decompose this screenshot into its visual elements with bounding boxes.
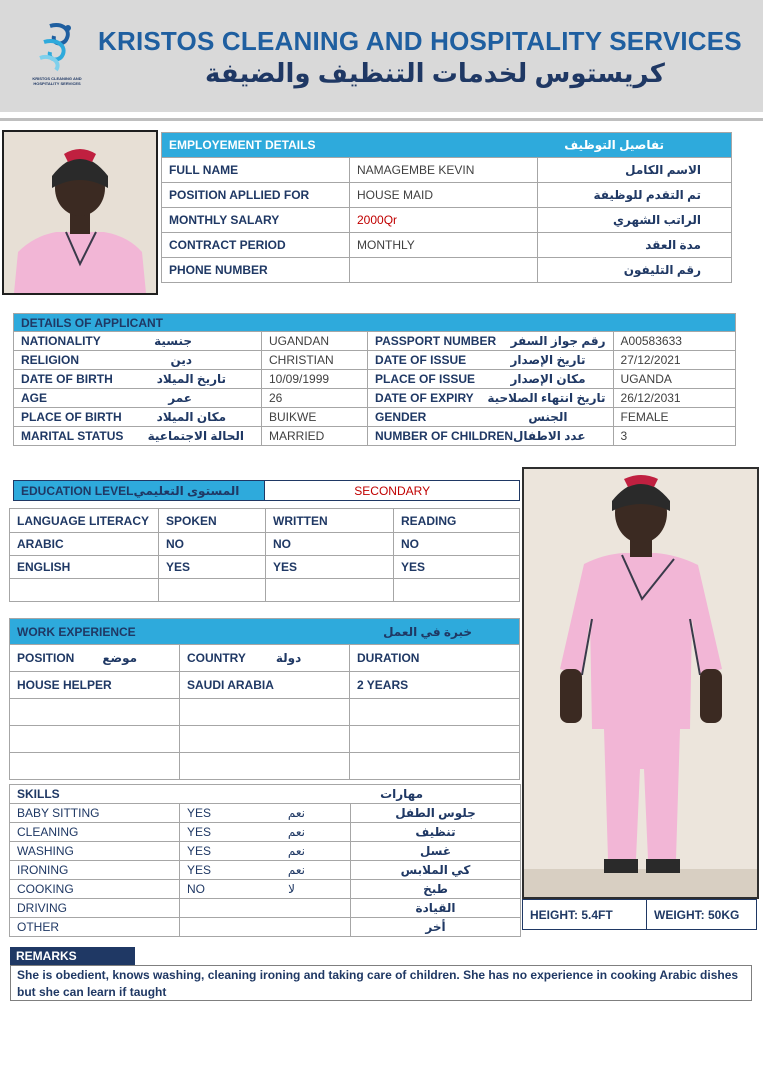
full-name-value: NAMAGEMBE KEVIN [350, 158, 538, 183]
language-cell [266, 579, 394, 602]
work-cell [10, 726, 180, 753]
work-header-cell-ar: موضع [102, 651, 138, 665]
employment-row [162, 258, 732, 283]
applicant-label-ar: الجنس [528, 410, 568, 424]
marital-status-value: MARRIED [262, 427, 368, 446]
skill-name: IRONING [10, 861, 180, 880]
work-experience-table [9, 618, 520, 780]
language-cell: NO [266, 533, 394, 556]
applicant-row [14, 427, 736, 446]
work-cell [180, 726, 350, 753]
place-of-issue-value: UGANDA [613, 370, 735, 389]
language-table [9, 508, 520, 602]
language-header: SPOKEN [159, 509, 266, 533]
language-cell [10, 579, 159, 602]
work-title-ar: خبرة في العمل [383, 624, 472, 639]
employment-label: MONTHLY SALARY [162, 208, 350, 233]
applicant-header: DETAILS OF APPLICANT [14, 314, 736, 332]
skill-row [10, 823, 521, 842]
skill-value-ar: نعم [287, 806, 305, 820]
employment-row [162, 233, 732, 258]
work-header-cell-ar: دولة [275, 651, 302, 665]
language-cell: ENGLISH [10, 556, 159, 579]
skill-value: YES [187, 844, 212, 858]
applicant-label-ar: مكان الميلاد [156, 410, 226, 424]
employment-label-ar: رقم التليفون [538, 258, 732, 283]
applicant-label: PLACE OF ISSUE [375, 372, 476, 386]
skill-row [10, 804, 521, 823]
applicant-details-table [13, 313, 736, 446]
company-name-ar: كريستوس لخدمات التنظيف والضيفة [205, 58, 665, 88]
language-cell: YES [394, 556, 520, 579]
height-value: HEIGHT: 5.4FT [523, 900, 647, 930]
skill-name-ar: أخر [351, 918, 521, 937]
position-value: HOUSE MAID [350, 183, 538, 208]
language-header: LANGUAGE LITERACY [10, 509, 159, 533]
applicant-label: PLACE OF BIRTH [21, 410, 122, 424]
employment-label-ar: الاسم الكامل [538, 158, 732, 183]
work-header-cell: POSITION [17, 651, 75, 665]
applicant-label-ar: جنسية [154, 334, 192, 348]
work-row [10, 753, 520, 780]
applicant-label: AGE [21, 391, 48, 405]
work-cell: 2 YEARS [350, 672, 520, 699]
employment-label: POSITION APLLIED FOR [162, 183, 350, 208]
employment-label: CONTRACT PERIOD [162, 233, 350, 258]
employment-details-table [161, 132, 732, 283]
employment-label: FULL NAME [162, 158, 350, 183]
skill-row [10, 842, 521, 861]
applicant-label: PASSPORT NUMBER [375, 334, 497, 348]
skill-name-ar: كي الملابس [351, 861, 521, 880]
applicant-label: NATIONALITY [21, 334, 101, 348]
work-cell [350, 753, 520, 780]
measurements-table [522, 899, 757, 930]
applicant-label: MARITAL STATUS [21, 429, 124, 443]
employment-header [162, 133, 732, 158]
education-value: SECONDARY [265, 481, 520, 501]
skills-header [10, 785, 521, 804]
applicant-label-ar: دين [170, 353, 192, 367]
skill-name-ar: غسل [351, 842, 521, 861]
remarks-text: She is obedient, knows washing, cleaning ironing and taking care of children. She has no experience in cooking Arabic dishes but she can learn if taught [10, 965, 752, 1001]
language-cell: ARABIC [10, 533, 159, 556]
work-header-cell: DURATION [357, 651, 420, 665]
work-header-row [10, 645, 520, 672]
skill-value-ar: لا [288, 882, 295, 896]
applicant-row [14, 332, 736, 351]
skill-value-ar: نعم [287, 863, 305, 877]
skill-name: CLEANING [10, 823, 180, 842]
applicant-label-ar: تاريخ الميلاد [156, 372, 226, 386]
applicant-label-ar: الحالة الاجتماعية [147, 429, 244, 443]
skill-name: OTHER [10, 918, 180, 937]
dob-value: 10/09/1999 [262, 370, 368, 389]
language-row [10, 556, 520, 579]
skill-name-ar: طبخ [351, 880, 521, 899]
language-cell [159, 579, 266, 602]
skill-value-ar: نعم [287, 825, 305, 839]
applicant-label-ar: رقم جواز السفر [510, 334, 606, 348]
company-logo [28, 20, 86, 90]
header-divider [0, 118, 763, 121]
skill-value: YES [187, 825, 212, 839]
passport-value: A00583633 [613, 332, 735, 351]
skill-name-ar: تنظيف [351, 823, 521, 842]
applicant-label: DATE OF BIRTH [21, 372, 113, 386]
religion-value: CHRISTIAN [262, 351, 368, 370]
applicant-row [14, 351, 736, 370]
skill-name: WASHING [10, 842, 180, 861]
skill-row [10, 880, 521, 899]
skill-value [180, 899, 351, 918]
applicant-label: DATE OF ISSUE [375, 353, 467, 367]
applicant-label: NUMBER OF CHILDREN [375, 429, 513, 443]
issue-date-value: 27/12/2021 [613, 351, 735, 370]
logo-text: KRISTOS CLEANING AND HOSPITALITY SERVICES [32, 76, 82, 86]
contract-period-value: MONTHLY [350, 233, 538, 258]
skill-name-ar: جلوس الطفل [351, 804, 521, 823]
work-cell [350, 726, 520, 753]
children-value: 3 [613, 427, 735, 446]
applicant-label: DATE OF EXPIRY [375, 391, 474, 405]
skill-name: BABY SITTING [10, 804, 180, 823]
work-cell [180, 753, 350, 780]
age-value: 26 [262, 389, 368, 408]
education-table [13, 480, 520, 501]
phone-value [350, 258, 538, 283]
applicant-row [14, 389, 736, 408]
skill-name-ar: القيادة [351, 899, 521, 918]
language-header: WRITTEN [266, 509, 394, 533]
applicant-label: GENDER [375, 410, 427, 424]
applicant-label-ar: تاريخ الإصدار [510, 353, 586, 367]
work-row [10, 672, 520, 699]
work-cell [10, 699, 180, 726]
language-row [10, 579, 520, 602]
language-header: READING [394, 509, 520, 533]
employment-row [162, 183, 732, 208]
work-row [10, 699, 520, 726]
applicant-full-body-photo [522, 467, 759, 899]
work-cell [10, 753, 180, 780]
skill-row [10, 899, 521, 918]
education-label: EDUCATION LEVEL [21, 483, 134, 498]
applicant-portrait-photo [2, 130, 158, 295]
company-name-en: KRISTOS CLEANING AND HOSPITALITY SERVICES [98, 26, 742, 56]
applicant-label-ar: عدد الاطفال [513, 429, 586, 443]
work-cell: SAUDI ARABIA [180, 672, 350, 699]
employment-row [162, 208, 732, 233]
skill-value: NO [187, 882, 205, 896]
full-body-illustration [524, 469, 757, 897]
employment-label-ar: الراتب الشهري [538, 208, 732, 233]
applicant-label-ar: تاريخ انتهاء الصلاحية [487, 391, 606, 405]
language-cell [394, 579, 520, 602]
logo-swirl-icon [28, 20, 86, 76]
language-cell: YES [266, 556, 394, 579]
skill-name: DRIVING [10, 899, 180, 918]
place-of-birth-value: BUIKWE [262, 408, 368, 427]
skill-value [180, 918, 351, 937]
weight-value: WEIGHT: 50KG [647, 900, 757, 930]
work-header [10, 619, 520, 645]
skill-row [10, 918, 521, 937]
employment-title-ar: تفاصيل التوظيف [564, 138, 664, 152]
skill-name: COOKING [10, 880, 180, 899]
applicant-label-ar: مكان الإصدار [510, 372, 586, 386]
language-cell: YES [159, 556, 266, 579]
employment-title: EMPLOYEMENT DETAILS [169, 138, 316, 152]
skill-row [10, 861, 521, 880]
education-label-ar: المستوى التعليمي [133, 483, 240, 498]
skills-title-ar: مهارات [380, 787, 423, 801]
work-cell [180, 699, 350, 726]
gender-value: FEMALE [613, 408, 735, 427]
portrait-illustration [4, 132, 156, 293]
nationality-value: UGANDAN [262, 332, 368, 351]
skills-table [9, 784, 521, 937]
skills-title: SKILLS [17, 787, 60, 801]
work-header-cell: COUNTRY [187, 651, 246, 665]
remarks-title: REMARKS [10, 947, 135, 965]
language-cell: NO [159, 533, 266, 556]
applicant-row [14, 370, 736, 389]
work-cell: HOUSE HELPER [10, 672, 180, 699]
language-row [10, 533, 520, 556]
work-row [10, 726, 520, 753]
expiry-date-value: 26/12/2031 [613, 389, 735, 408]
employment-label: PHONE NUMBER [162, 258, 350, 283]
applicant-label: RELIGION [21, 353, 80, 367]
employment-row [162, 158, 732, 183]
skill-value: YES [187, 863, 212, 877]
employment-label-ar: تم التقدم للوظيفة [538, 183, 732, 208]
skill-value: YES [187, 806, 212, 820]
salary-value: 2000Qr [350, 208, 538, 233]
employment-label-ar: مدة العقد [538, 233, 732, 258]
applicant-row [14, 408, 736, 427]
language-cell: NO [394, 533, 520, 556]
work-cell [350, 699, 520, 726]
applicant-label-ar: عمر [168, 391, 192, 405]
language-header-row [10, 509, 520, 533]
work-title: WORK EXPERIENCE [17, 624, 136, 639]
skill-value-ar: نعم [287, 844, 305, 858]
